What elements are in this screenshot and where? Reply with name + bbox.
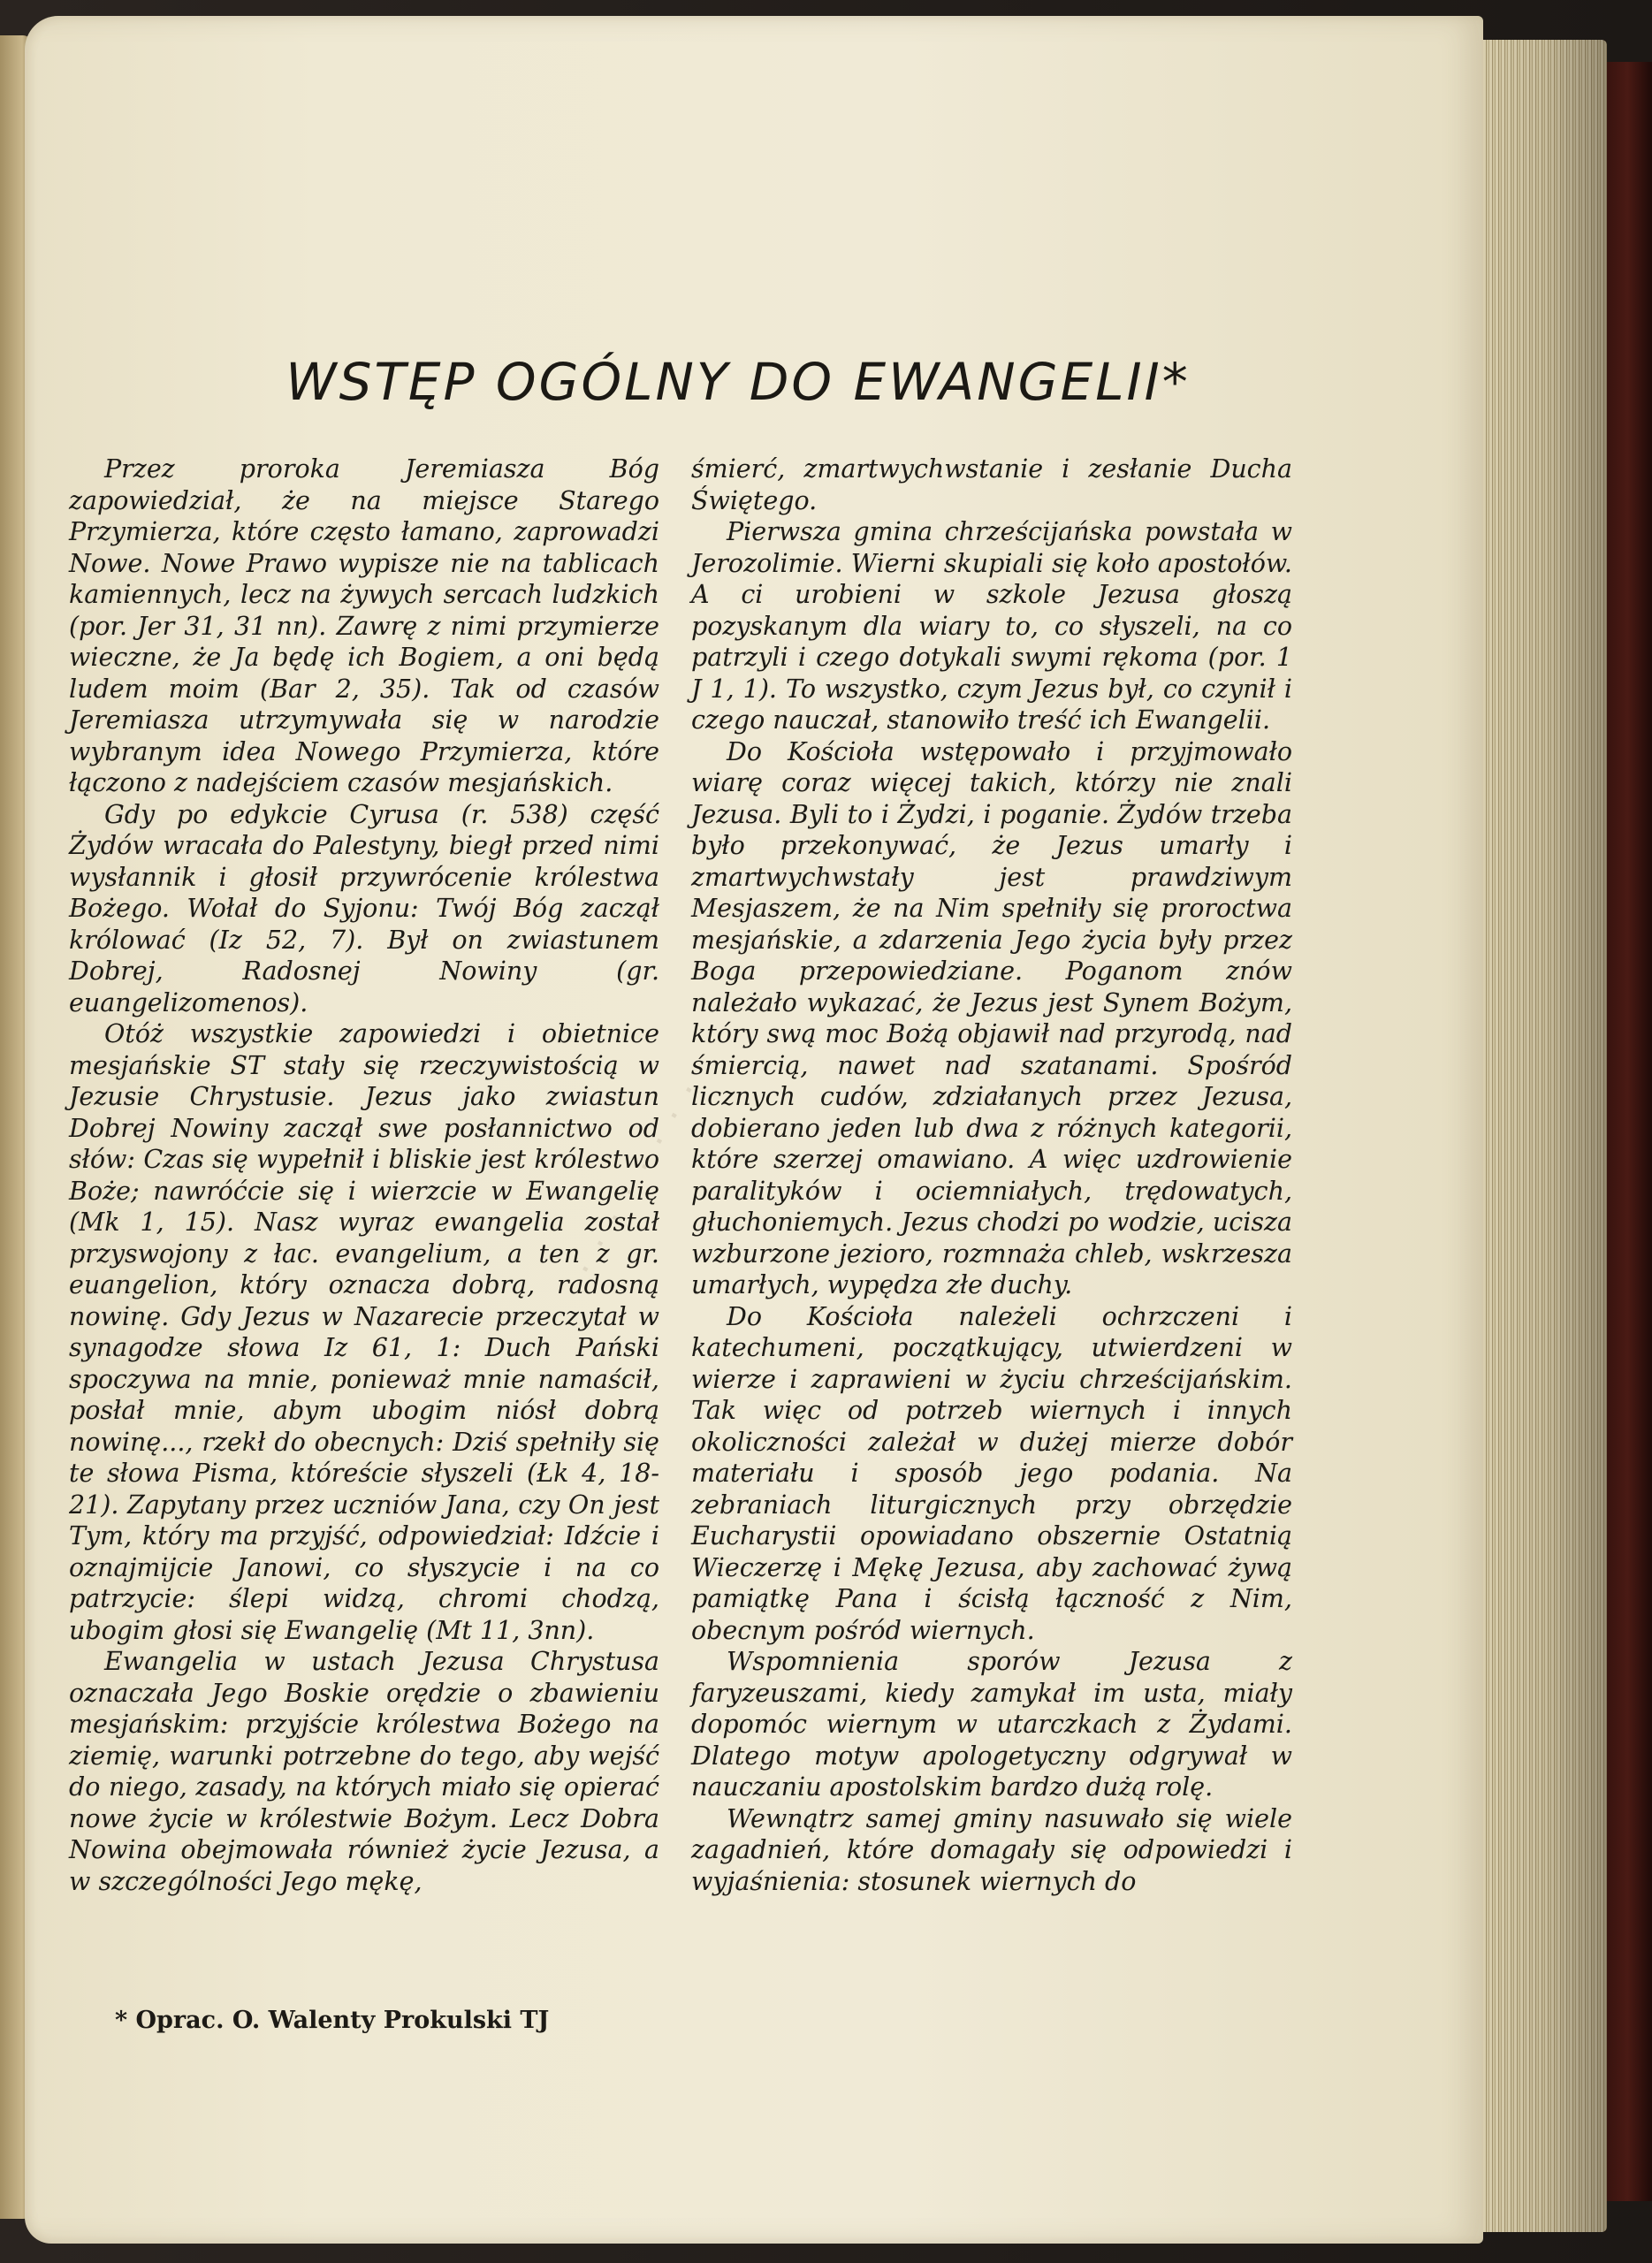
text-column-left bbox=[69, 453, 659, 1897]
paragraph-continuation: śmierć, zmartwychwstanie i zesłanie Ducha Świętego. bbox=[691, 454, 1292, 515]
paragraph: Otóż wszystkie zapowiedzi i obietnice mesjańskie ST stały się rzeczywistością w Jezusie Chrystusie. Jezus jako zwiastun Dobrej Nowiny zaczął swe posłannictwo od słów: Czas się wypełnił i bliskie jest królestwo Boże; nawróćcie się i wierzcie w Ewangelię (Mk 1, 15). Nasz wyraz ewangelia został przyswojony z łac. evangelium, a ten z gr. euangelion, który oznacza dobrą, radosną nowinę. Gdy Jezus w Nazarecie przeczytał w synagodze słowa Iz 61, 1: Duch Pański spoczywa na mnie, ponieważ mnie namaścił, posłał mnie, abym ubogim niósł dobrą nowinę..., rzekł do obecnych: Dziś spełniły się te słowa Pisma, któreście słyszeli (Łk 4, 18-21). Zapytany przez uczniów Jana, czy On jest Tym, który ma przyjść, odpowiedział: Idźcie i oznajmijcie Janowi, co słyszycie i na co patrzycie: ślepi widzą, chromi chodzą, ubogim głosi się Ewangelię (Mt 11, 3nn). bbox=[69, 1019, 659, 1645]
paragraph: Do Kościoła wstępowało i przyjmowało wiarę coraz więcej takich, którzy nie znali Jezusa. Byli to i Żydzi, i poganie. Żydów trzeba było przekonywać, że Jezus umarły i zmartwychwstały jest prawdziwym Mesjaszem, że na Nim spełniły się proroctwa mesjańskie, a zdarzenia Jego życia były przez Boga przepowiedziane. Poganom znów należało wykazać, że Jezus jest Synem Bożym, który swą moc Bożą objawił nad przyrodą, nad śmiercią, nawet nad szatanami. Spośród licznych cudów, zdziałanych przez Jezusa, dobierano jeden lub dwa z różnych kategorii, które szerzej omawiano. A więc uzdrowienie paralityków i ociemniałych, trędowatych, głuchoniemych. Jezus chodzi po wodzie, ucisza wzburzone jezioro, rozmnaża chleb, wskrzesza umarłych, wypędza złe duchy. bbox=[691, 736, 1292, 1299]
paragraph: Pierwsza gmina chrześcijańska powstała w Jerozolimie. Wierni skupiali się koło apostołów. A ci urobieni w szkole Jezusa głoszą pozyskanym dla wiary to, co słyszeli, na co patrzyli i czego dotykali swymi rękoma (por. 1 J 1, 1). To wszystko, czym Jezus był, co czynił i czego nauczał, stanowiło treść ich Ewangelii. bbox=[691, 517, 1292, 735]
paragraph: Wspomnienia sporów Jezusa z faryzeuszami, kiedy zamykał im usta, miały dopomóc wiernym w utarczkach z Żydami. Dlatego motyw apologetyczny odgrywał w nauczaniu apostolskim bardzo dużą rolę. bbox=[691, 1647, 1292, 1802]
footnote: * Oprac. O. Walenty Prokulski TJ bbox=[115, 2007, 550, 2034]
text-column-right bbox=[691, 453, 1292, 1897]
paragraph: Przez proroka Jeremiasza Bóg zapowiedział, że na miejsce Starego Przymierza, które często łamano, zaprowadzi Nowe. Nowe Prawo wypisze nie na tablicach kamiennych, lecz na żywych sercach ludzkich (por. Jer 31, 31 nn). Zawrę z nimi przymierze wieczne, że Ja będę ich Bogiem, a oni będą ludem moim (Bar 2, 35). Tak od czasów Jeremiasza utrzymywała się w narodzie wybranym idea Nowego Przymierza, które łączono z nadejściem czasów mesjańskich. bbox=[69, 454, 659, 797]
paragraph: Do Kościoła należeli ochrzczeni i katechumeni, początkujący, utwierdzeni w wierze i zaprawieni w życiu chrześcijańskim. Tak więc od potrzeb wiernych i innych okoliczności zależał w dużej mierze dobór materiału i sposób jego podania. Na zebraniach liturgicznych przy obrzędzie Eucharystii opowiadano obszernie Ostatnią Wieczerzę i Mękę Jezusa, aby zachować żywą pamiątkę Pana i ścisłą łączność z Nim, obecnym pośród wiernych. bbox=[691, 1301, 1292, 1645]
paragraph: Ewangelia w ustach Jezusa Chrystusa oznaczała Jego Boskie orędzie o zbawieniu mesjańskim: przyjście królestwa Bożego na ziemię, warunki potrzebne do tego, aby wejść do niego, zasady, na których miało się opierać nowe życie w królestwie Bożym. Lecz Dobra Nowina obejmowała również życie Jezusa, a w szczególności Jego mękę, bbox=[69, 1647, 659, 1896]
watermark: · · · · · · · · bbox=[566, 1071, 712, 1284]
paragraph: Gdy po edykcie Cyrusa (r. 538) część Żydów wracała do Palestyny, biegł przed nimi wysłannik i głosił przywrócenie królestwa Bożego. Wołał do Syjonu: Twój Bóg zaczął królować (Iz 52, 7). Był on zwiastunem Dobrej, Radosnej Nowiny (gr. euangelizomenos). bbox=[69, 799, 659, 1017]
paragraph: Wewnątrz samej gminy nasuwało się wiele zagadnień, które domagały się odpowiedzi i wyjaśnienia: stosunek wiernych do bbox=[691, 1803, 1292, 1896]
page-title: WSTĘP OGÓLNY DO EWANGELII* bbox=[285, 352, 1191, 412]
